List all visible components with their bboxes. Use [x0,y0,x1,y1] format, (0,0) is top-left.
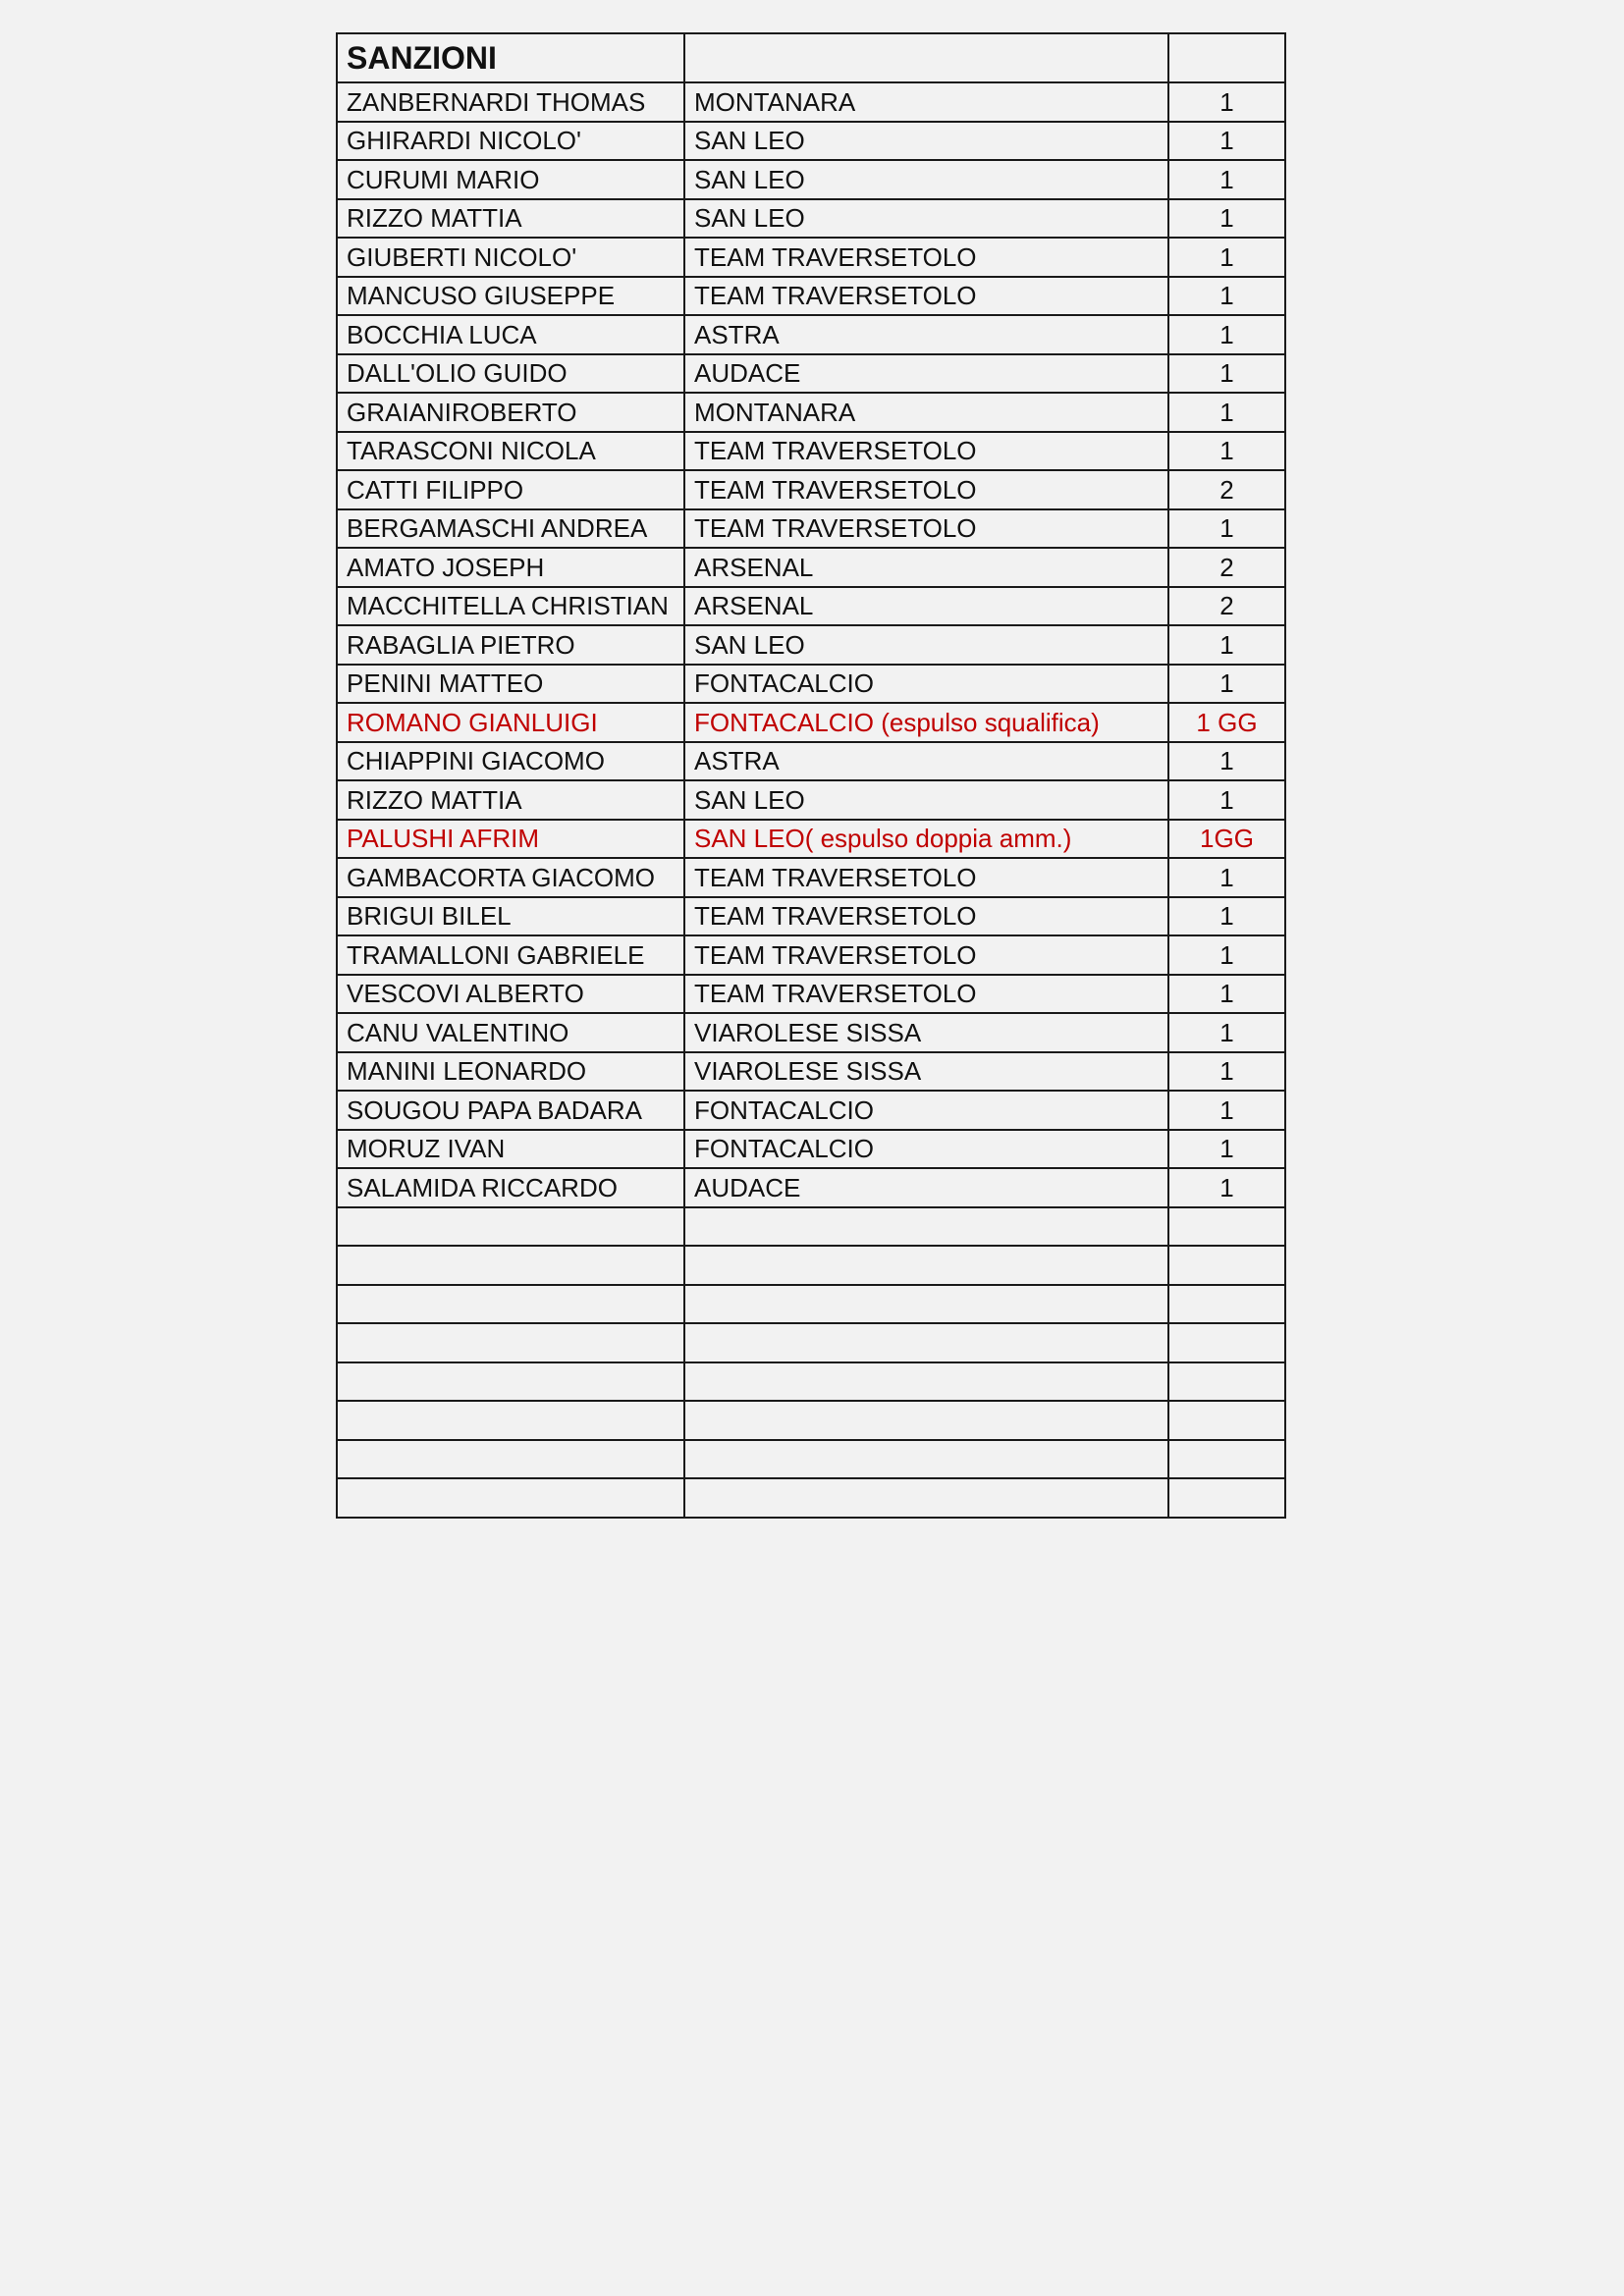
table-row [337,1246,1285,1285]
player-name-cell: PALUSHI AFRIM [337,820,684,859]
sanction-count-cell: 1 [1168,897,1285,936]
sanction-count-cell: 1 [1168,160,1285,199]
team-name-cell [684,1478,1168,1518]
team-name-cell [684,1207,1168,1247]
sanction-count-cell [1168,1285,1285,1324]
player-name-cell: VESCOVI ALBERTO [337,975,684,1014]
table-row [337,1052,1285,1092]
table-row [337,238,1285,277]
sanction-count-cell: 2 [1168,548,1285,587]
player-name-cell: CURUMI MARIO [337,160,684,199]
table-row [337,665,1285,704]
team-name-cell: AUDACE [684,354,1168,394]
sanction-count-cell: 2 [1168,587,1285,626]
player-name-cell: SALAMIDA RICCARDO [337,1168,684,1207]
player-name-cell: CANU VALENTINO [337,1013,684,1052]
table-row [337,315,1285,354]
player-name-cell: MACCHITELLA CHRISTIAN [337,587,684,626]
sanction-count-cell [1168,1478,1285,1518]
table-row [337,975,1285,1014]
sanction-count-cell: 1 [1168,82,1285,122]
sanction-count-cell: 1 [1168,1130,1285,1169]
table-header-row [337,33,1285,82]
table-row [337,160,1285,199]
table-row [337,122,1285,161]
player-name-cell: GHIRARDI NICOLO' [337,122,684,161]
team-name-cell: TEAM TRAVERSETOLO [684,858,1168,897]
team-name-cell: VIAROLESE SISSA [684,1013,1168,1052]
table-row [337,470,1285,509]
team-name-cell: SAN LEO [684,160,1168,199]
sanction-count-cell: 1 [1168,199,1285,239]
table-row [337,1323,1285,1362]
table-row [337,432,1285,471]
table-row [337,1013,1285,1052]
table-row [337,277,1285,316]
team-name-cell [684,1285,1168,1324]
team-name-cell: FONTACALCIO [684,1130,1168,1169]
player-name-cell: GIUBERTI NICOLO' [337,238,684,277]
table-row [337,625,1285,665]
player-name-cell: RABAGLIA PIETRO [337,625,684,665]
player-name-cell: ROMANO GIANLUIGI [337,703,684,742]
sanction-count-cell: 1 [1168,935,1285,975]
table-row [337,1207,1285,1247]
table-row [337,1401,1285,1440]
sanction-count-cell: 1 [1168,315,1285,354]
table-row [337,393,1285,432]
table-row [337,1285,1285,1324]
player-name-cell: BERGAMASCHI ANDREA [337,509,684,549]
team-name-cell: FONTACALCIO [684,1091,1168,1130]
team-name-cell [684,1362,1168,1402]
team-name-cell: TEAM TRAVERSETOLO [684,975,1168,1014]
table-row [337,820,1285,859]
player-name-cell: MANCUSO GIUSEPPE [337,277,684,316]
player-name-cell: SOUGOU PAPA BADARA [337,1091,684,1130]
sanction-count-cell [1168,1401,1285,1440]
team-name-cell: TEAM TRAVERSETOLO [684,470,1168,509]
player-name-cell: TRAMALLONI GABRIELE [337,935,684,975]
sanction-count-cell: 1 GG [1168,703,1285,742]
sanction-count-cell: 1 [1168,625,1285,665]
table-row [337,509,1285,549]
sanction-count-cell: 1 [1168,432,1285,471]
sanction-count-cell: 1 [1168,122,1285,161]
player-name-cell [337,1362,684,1402]
team-name-cell: ASTRA [684,742,1168,781]
header-empty-cell [684,33,1168,82]
player-name-cell: RIZZO MATTIA [337,199,684,239]
player-name-cell: MANINI LEONARDO [337,1052,684,1092]
table-row [337,82,1285,122]
sanction-count-cell [1168,1362,1285,1402]
player-name-cell: PENINI MATTEO [337,665,684,704]
team-name-cell: TEAM TRAVERSETOLO [684,432,1168,471]
table-row [337,548,1285,587]
team-name-cell: FONTACALCIO [684,665,1168,704]
player-name-cell: GAMBACORTA GIACOMO [337,858,684,897]
table-row [337,1091,1285,1130]
table-row [337,1478,1285,1518]
table-row [337,703,1285,742]
sanction-count-cell: 1 [1168,858,1285,897]
team-name-cell: TEAM TRAVERSETOLO [684,238,1168,277]
sanction-count-cell: 1 [1168,780,1285,820]
sanction-count-cell: 1 [1168,742,1285,781]
sanction-count-cell: 1 [1168,1013,1285,1052]
player-name-cell [337,1478,684,1518]
table-row [337,199,1285,239]
team-name-cell: AUDACE [684,1168,1168,1207]
player-name-cell [337,1246,684,1285]
table-row [337,780,1285,820]
sanctions-table [336,32,1286,1519]
sanction-count-cell: 1GG [1168,820,1285,859]
team-name-cell: ARSENAL [684,548,1168,587]
table-row [337,1168,1285,1207]
team-name-cell: VIAROLESE SISSA [684,1052,1168,1092]
sanction-count-cell [1168,1323,1285,1362]
team-name-cell [684,1246,1168,1285]
player-name-cell [337,1285,684,1324]
team-name-cell: SAN LEO [684,199,1168,239]
team-name-cell: FONTACALCIO (espulso squalifica) [684,703,1168,742]
sanction-count-cell: 1 [1168,1168,1285,1207]
player-name-cell: CATTI FILIPPO [337,470,684,509]
table-row [337,897,1285,936]
table-row [337,1362,1285,1402]
table-row [337,1130,1285,1169]
player-name-cell: MORUZ IVAN [337,1130,684,1169]
player-name-cell [337,1207,684,1247]
sanction-count-cell [1168,1440,1285,1479]
player-name-cell: GRAIANIROBERTO [337,393,684,432]
team-name-cell: SAN LEO [684,780,1168,820]
sanction-count-cell: 1 [1168,1091,1285,1130]
table-row [337,858,1285,897]
sanctions-table-body [337,33,1285,1518]
player-name-cell: DALL'OLIO GUIDO [337,354,684,394]
team-name-cell: ARSENAL [684,587,1168,626]
sanction-count-cell: 1 [1168,393,1285,432]
table-row [337,935,1285,975]
team-name-cell [684,1323,1168,1362]
player-name-cell: BOCCHIA LUCA [337,315,684,354]
table-row [337,587,1285,626]
team-name-cell: MONTANARA [684,82,1168,122]
table-row [337,354,1285,394]
player-name-cell: AMATO JOSEPH [337,548,684,587]
sanction-count-cell [1168,1207,1285,1247]
sanction-count-cell: 1 [1168,277,1285,316]
table-title: SANZIONI [337,33,684,82]
player-name-cell [337,1323,684,1362]
team-name-cell: SAN LEO [684,625,1168,665]
sanction-count-cell: 1 [1168,975,1285,1014]
table-row [337,1440,1285,1479]
table-row [337,742,1285,781]
sanction-count-cell [1168,1246,1285,1285]
team-name-cell: TEAM TRAVERSETOLO [684,935,1168,975]
player-name-cell: ZANBERNARDI THOMAS [337,82,684,122]
player-name-cell: CHIAPPINI GIACOMO [337,742,684,781]
team-name-cell [684,1401,1168,1440]
player-name-cell [337,1440,684,1479]
team-name-cell: ASTRA [684,315,1168,354]
sanction-count-cell: 1 [1168,354,1285,394]
sanction-count-cell: 1 [1168,665,1285,704]
sanction-count-cell: 1 [1168,509,1285,549]
player-name-cell: BRIGUI BILEL [337,897,684,936]
sanction-count-cell: 1 [1168,1052,1285,1092]
player-name-cell: RIZZO MATTIA [337,780,684,820]
header-empty-cell [1168,33,1285,82]
player-name-cell: TARASCONI NICOLA [337,432,684,471]
player-name-cell [337,1401,684,1440]
sanction-count-cell: 1 [1168,238,1285,277]
team-name-cell [684,1440,1168,1479]
team-name-cell: TEAM TRAVERSETOLO [684,897,1168,936]
team-name-cell: TEAM TRAVERSETOLO [684,509,1168,549]
team-name-cell: SAN LEO( espulso doppia amm.) [684,820,1168,859]
team-name-cell: MONTANARA [684,393,1168,432]
team-name-cell: TEAM TRAVERSETOLO [684,277,1168,316]
team-name-cell: SAN LEO [684,122,1168,161]
sanction-count-cell: 2 [1168,470,1285,509]
